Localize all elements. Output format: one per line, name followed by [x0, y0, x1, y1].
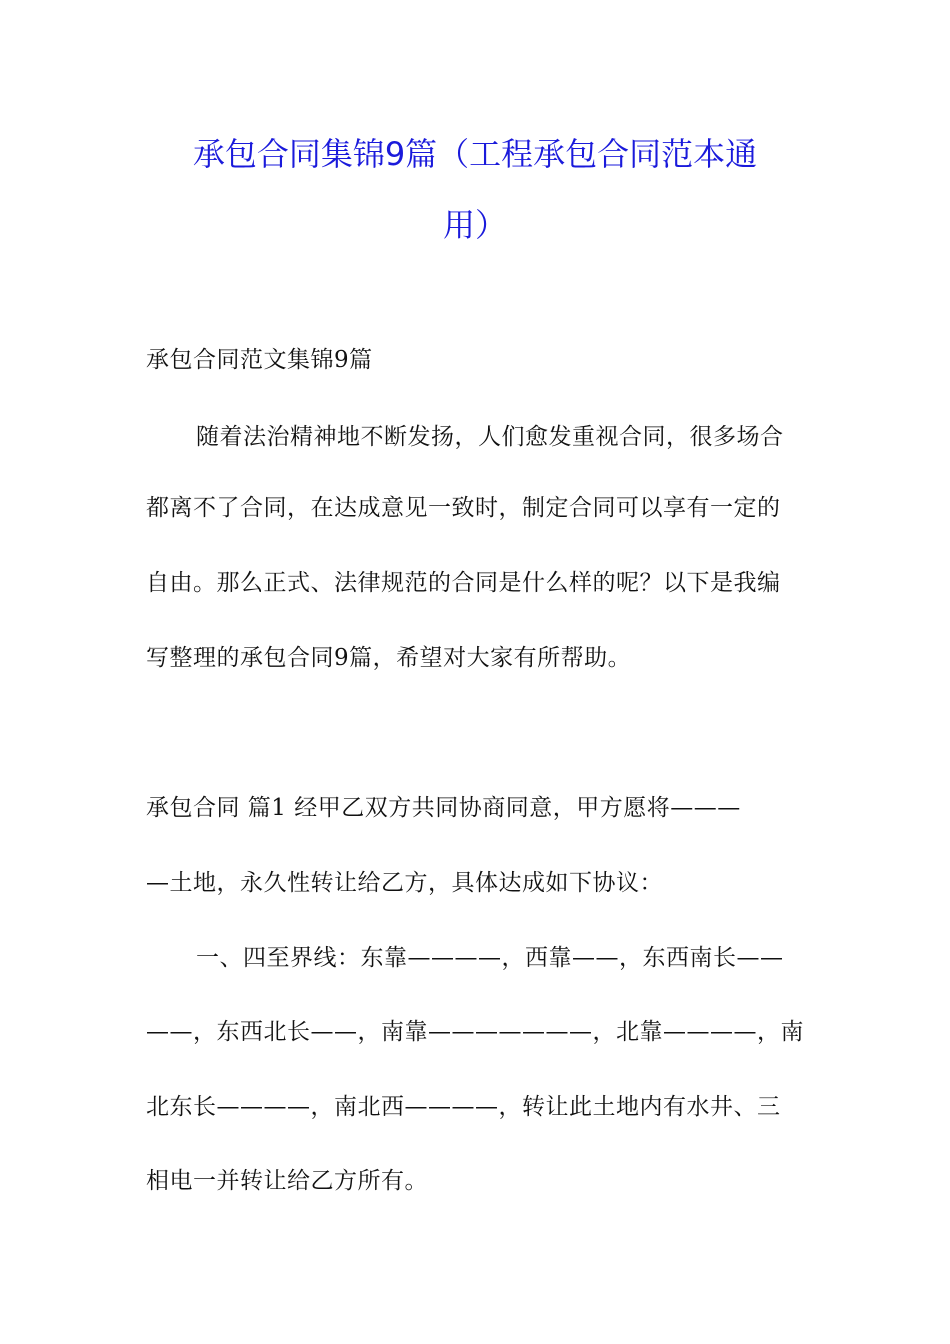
document-title-line-2: 用） — [442, 206, 507, 244]
intro-line: 都离不了合同，在达成意见一致时，制定合同可以享有一定的 — [146, 495, 781, 521]
contract-line: —土地，永久性转让给乙方，具体达成如下协议： — [146, 870, 663, 896]
contract-line: 北东长————，南北西————，转让此土地内有水井、三 — [146, 1094, 781, 1120]
contract-line: ——，东西北长——，南靠———————，北靠————，南 — [146, 1019, 804, 1045]
intro-line: 自由。那么正式、法律规范的合同是什么样的呢？以下是我编 — [146, 570, 781, 596]
contract-line: 相电一并转让给乙方所有。 — [146, 1168, 428, 1194]
intro-line: 随着法治精神地不断发扬，人们愈发重视合同，很多场合 — [196, 424, 784, 450]
contract-line: 一、四至界线：东靠————，西靠——，东西南长—— — [196, 945, 784, 971]
intro-line: 写整理的承包合同9篇，希望对大家有所帮助。 — [146, 645, 632, 671]
document-title-line-1: 承包合同集锦9篇（工程承包合同范本通 — [192, 135, 758, 173]
subheading: 承包合同范文集锦9篇 — [146, 347, 373, 373]
contract-line: 承包合同 篇1 经甲乙双方共同协商同意，甲方愿将——— — [146, 795, 741, 821]
